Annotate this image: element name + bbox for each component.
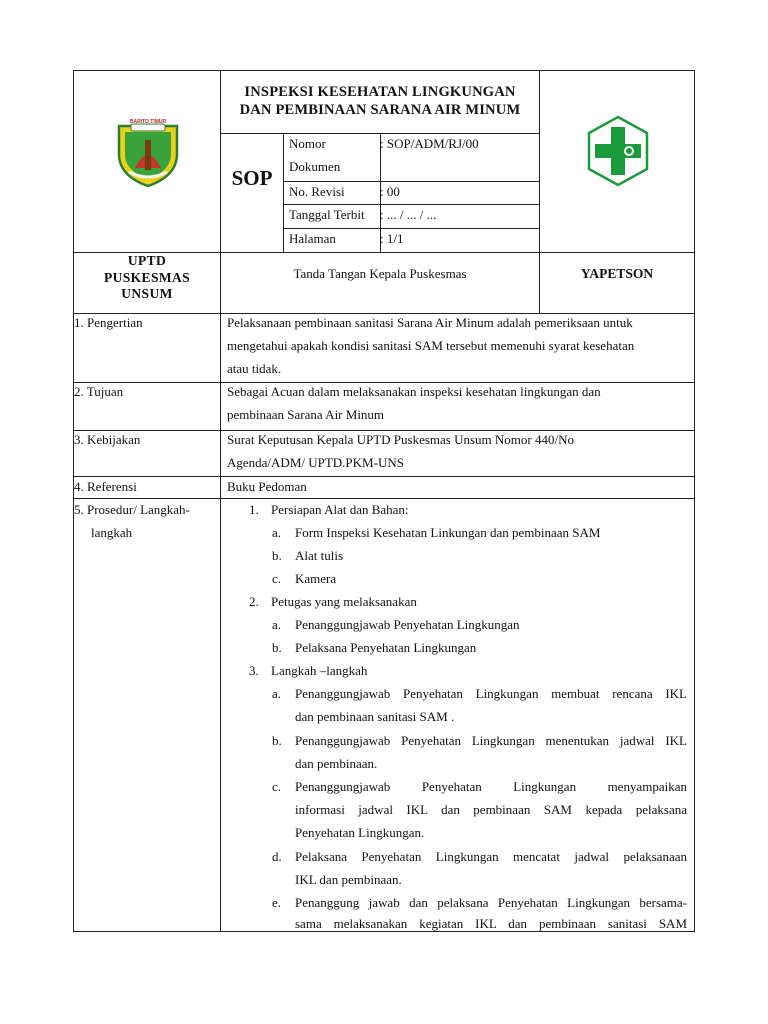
crest-logo-text: BARITO TIMUR: [129, 119, 167, 125]
referensi-line-1: Buku Pedoman: [227, 479, 307, 494]
tujuan-line-1: Sebagai Acuan dalam melaksanakan inspeksi kesehatan lingkungan dan: [227, 384, 601, 399]
group-1-item-b: Alat tulis: [295, 548, 344, 563]
row-kebijakan-border: [73, 476, 695, 477]
organization-name: [74, 253, 220, 303]
section-label-pengertian: 1. Pengertian: [74, 315, 143, 330]
group-3-item-c-line-2: informasi jadwal IKL dan pembinaan SAM kepada pelaksana: [295, 802, 687, 817]
puskesmas-cross-icon: [587, 115, 649, 187]
meta-value-revisi: : 00: [380, 184, 400, 199]
group-3-item-c-letter: c.: [272, 779, 282, 794]
pengertian-line-2: mengetahui apakah kondisi sanitasi SAM tersebut memenuhi syarat kesehatan: [227, 338, 635, 353]
group-3-item-e-line-2: sama melaksanakan kegiatan IKL dan pembinaan sanitasi SAM: [295, 916, 687, 931]
sop-label: SOP: [231, 166, 273, 190]
group-3-item-e-letter: e.: [272, 895, 282, 910]
group-1-number: 1.: [249, 502, 259, 517]
section-label-tujuan: 2. Tujuan: [74, 384, 124, 399]
district-crest-icon: [115, 118, 181, 188]
meta-label-dokumen: Dokumen: [289, 159, 341, 174]
tujuan-line-2: pembinaan Sarana Air Minum: [227, 407, 385, 422]
group-1-item-b-letter: b.: [272, 548, 282, 563]
uptd-line-1: UPTD: [127, 253, 167, 268]
label-column-border: [220, 70, 221, 932]
group-3-item-b-letter: b.: [272, 733, 282, 748]
group-3-item-b-line-2: dan pembinaan.: [295, 756, 378, 771]
meta-label-nomor: Nomor: [289, 136, 326, 151]
group-3-title: Langkah –langkah: [271, 663, 368, 678]
group-3-item-a-letter: a.: [272, 686, 282, 701]
group-3-item-d-line-1: Pelaksana Penyehatan Lingkungan mencatat jadwal pelaksanaan: [295, 849, 687, 864]
group-3-item-b-line-1: Penanggungjawab Penyehatan Lingkungan menentukan jadwal IKL: [295, 733, 687, 748]
group-1-title: Persiapan Alat dan Bahan:: [271, 502, 409, 517]
signer-name: YAPETSON: [580, 266, 654, 281]
group-1-item-a-letter: a.: [272, 525, 282, 540]
title-line-2: DAN PEMBINAAN SARANA AIR MINUM: [239, 102, 521, 118]
group-2-item-a-letter: a.: [272, 617, 282, 632]
table-bottom-border: [73, 931, 695, 932]
kebijakan-line-2: Agenda/ADM/ UPTD.PKM-UNS: [227, 455, 404, 470]
group-2-item-b-letter: b.: [272, 640, 282, 655]
group-2-title: Petugas yang melaksanakan: [271, 594, 417, 609]
pengertian-line-3: atau tidak.: [227, 361, 282, 376]
pengertian-line-1: Pelaksanaan pembinaan sanitasi Sarana Air Minum adalah pemeriksaan untuk: [227, 315, 633, 330]
group-1-item-c: Kamera: [295, 571, 337, 586]
meta-label-tanggal: Tanggal Terbit: [289, 207, 365, 222]
section-label-prosedur: 5. Prosedur/ Langkah-: [74, 502, 190, 517]
meta-value-tanggal: : ... / ... / ...: [380, 207, 437, 222]
meta-label-halaman: Halaman: [289, 231, 336, 246]
section-label-kebijakan: 3. Kebijakan: [74, 432, 141, 447]
group-3-item-d-line-2: IKL dan pembinaan.: [295, 872, 402, 887]
meta-value-halaman: : 1/1: [380, 231, 404, 246]
group-3-item-c-line-1: Penanggungjawab Penyehatan Lingkungan menyampaikan: [295, 779, 687, 794]
group-3-item-c-line-3: Penyehatan Lingkungan.: [295, 825, 425, 840]
group-3-item-a-line-2: dan pembinaan sanitasi SAM .: [295, 709, 455, 724]
section-label-prosedur-line-2: langkah: [91, 525, 133, 540]
sop-column-border: [283, 133, 284, 253]
uptd-line-3: UNSUM: [121, 286, 173, 301]
group-1-item-c-letter: c.: [272, 571, 282, 586]
signature-label: Tanda Tangan Kepala Puskesmas: [293, 266, 467, 281]
uptd-line-2: PUSKESMAS: [103, 269, 191, 285]
meta-value-nomor: : SOP/ADM/RJ/00: [380, 136, 479, 151]
group-3-item-d-letter: d.: [272, 849, 282, 864]
table-right-border: [694, 70, 695, 932]
group-3-item-a-line-1: Penanggungjawab Penyehatan Lingkungan membuat rencana IKL: [295, 686, 687, 701]
kebijakan-line-1: Surat Keputusan Kepala UPTD Puskesmas Unsum Nomor 440/No: [227, 432, 574, 447]
group-3-item-e-line-1: Penanggung jawab dan pelaksana Penyehatan Lingkungan bersama-: [295, 895, 687, 910]
table-top-border: [73, 70, 695, 71]
group-2-item-b: Pelaksana Penyehatan Lingkungan: [295, 640, 477, 655]
group-2-number: 2.: [249, 594, 259, 609]
group-2-item-a: Penanggungjawab Penyehatan Lingkungan: [295, 617, 520, 632]
meta-label-revisi: No. Revisi: [289, 184, 345, 199]
section-label-referensi: 4. Referensi: [74, 479, 137, 494]
title-line-1: INSPEKSI KESEHATAN LINGKUNGAN: [244, 84, 516, 100]
group-3-number: 3.: [249, 663, 259, 678]
group-1-item-a: Form Inspeksi Kesehatan Linkungan dan pembinaan SAM: [295, 525, 601, 540]
document-title: [221, 83, 539, 119]
